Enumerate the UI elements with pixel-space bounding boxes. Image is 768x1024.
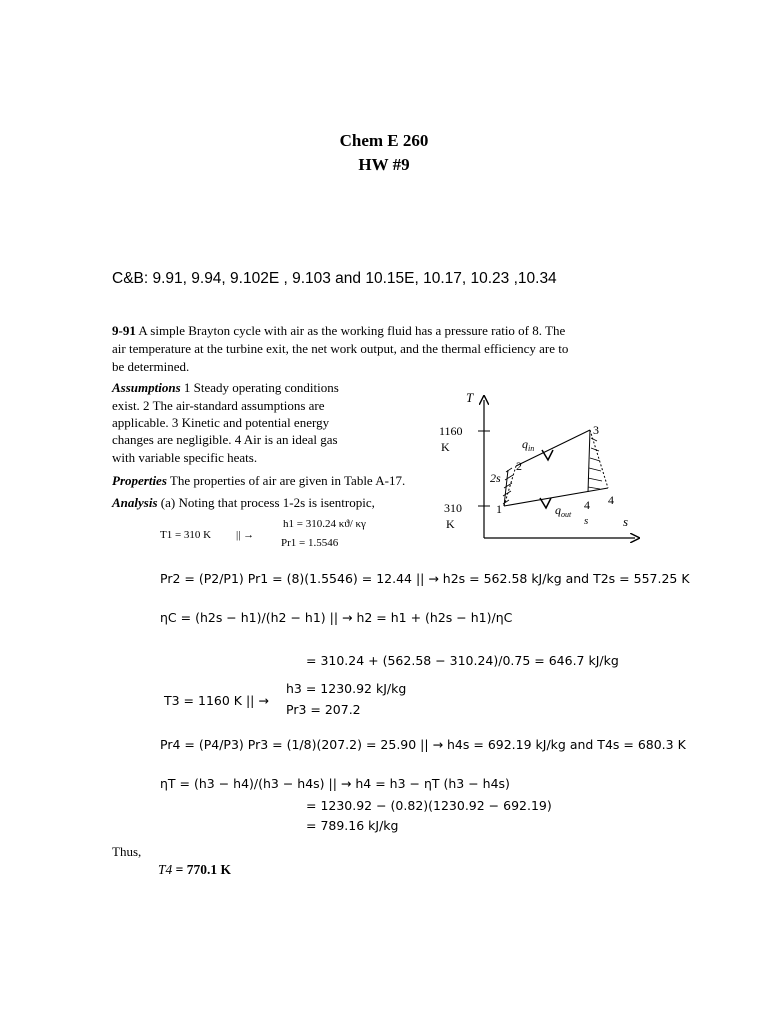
- thus-label: Thus,: [112, 844, 142, 859]
- eq-h2: = 310.24 + (562.58 − 310.24)/0.75 = 646.7 kJ/kg: [306, 653, 619, 668]
- point-4-label: 4: [608, 493, 614, 507]
- eq-eta-t: ηT = (h3 − h4)/(h3 − h4s) || → h4 = h3 − ηT (h3 − h4s): [160, 776, 510, 791]
- t-high-value: 1160: [439, 424, 463, 438]
- assumptions-line-4: changes are negligible. 4 Air is an ideal gas: [112, 432, 338, 447]
- eq-pr3: Pr3 = 207.2: [286, 702, 361, 717]
- point-2s-label: 2s: [490, 471, 501, 485]
- result-value: = 770.1 K: [175, 862, 231, 877]
- point-4s-label: 4: [584, 498, 590, 512]
- assumptions-line-5: with variable specific heats.: [112, 450, 258, 465]
- properties-label: Properties: [112, 473, 167, 488]
- problem-number: 9-91: [112, 323, 136, 338]
- t-high-unit: K: [441, 440, 450, 454]
- assumptions-line-2: exist. 2 The air-standard assumptions are: [112, 398, 325, 413]
- assumptions-line-3: applicable. 3 Kinetic and potential energy: [112, 415, 330, 430]
- problem-statement-line-3: be determined.: [112, 359, 190, 374]
- result-lhs: T4: [158, 862, 173, 877]
- q-out-arrow-icon: [540, 498, 551, 508]
- eq-h1: h1 = 310.24 κϑ/ κγ: [283, 518, 366, 530]
- eq-pr2: Pr2 = (P2/P1) Pr1 = (8)(1.5546) = 12.44 || → h2s = 562.58 kJ/kg and T2s = 557.25 K: [160, 571, 690, 586]
- analysis-line: Analysis (a) Noting that process 1-2s is isentropic,: [112, 495, 375, 510]
- q-out-label: $q_{out}$: [555, 503, 572, 519]
- t-low-value: 310: [444, 501, 462, 515]
- t-low-unit: K: [446, 517, 455, 531]
- analysis-label: Analysis: [112, 495, 158, 510]
- eq-pr1: Pr1 = 1.5546: [281, 537, 339, 549]
- process-3-4s: [588, 430, 590, 492]
- assignment-list: C&B: 9.91, 9.94, 9.102E , 9.103 and 10.15E, 10.17, 10.23 ,10.34: [112, 270, 557, 287]
- properties-line: Properties The properties of air are given in Table A-17.: [112, 473, 406, 488]
- point-3-label: 3: [593, 423, 599, 437]
- eq-t1-arrow: || →: [236, 529, 255, 541]
- point-1-label: 1: [496, 502, 502, 516]
- s-axis-label: s: [623, 514, 629, 529]
- point-4s-s-label: s: [584, 515, 589, 527]
- assumptions-label: Assumptions: [112, 380, 181, 395]
- t-axis-label: T: [466, 390, 474, 405]
- problem-statement-line-2: air temperature at the turbine exit, the net work output, and the thermal efficiency are to: [112, 341, 569, 356]
- eq-t3-lhs: T3 = 1160 K || →: [164, 693, 269, 708]
- eq-h4-line-2: = 1230.92 − (0.82)(1230.92 − 692.19): [306, 798, 552, 813]
- eq-pr4: Pr4 = (P4/P3) Pr3 = (1/8)(207.2) = 25.90 || → h4s = 692.19 kJ/kg and T4s = 680.3 K: [160, 737, 686, 752]
- eq-eta-c: ηC = (h2s − h1)/(h2 − h1) || → h2 = h1 + (h2s − h1)/ηC: [160, 610, 513, 625]
- q-in-label: $q_{in}$: [522, 437, 535, 453]
- ts-diagram: [430, 388, 650, 548]
- problem-statement-line-1: 9-91 A simple Brayton cycle with air as the working fluid has a pressure ratio of 8. The: [112, 323, 566, 338]
- point-2-label: 2: [516, 459, 522, 473]
- assumptions-line-1: Assumptions 1 Steady operating conditions: [112, 380, 339, 395]
- result-line: [158, 862, 231, 878]
- eq-t1-lhs: T1 = 310 K: [160, 529, 212, 541]
- eq-h4-line-3: = 789.16 kJ/kg: [306, 818, 399, 833]
- course-title: Chem E 260: [339, 131, 429, 150]
- homework-title: HW #9: [358, 155, 410, 174]
- q-in-arrow-icon: [542, 450, 553, 460]
- eq-h3: h3 = 1230.92 kJ/kg: [286, 681, 407, 696]
